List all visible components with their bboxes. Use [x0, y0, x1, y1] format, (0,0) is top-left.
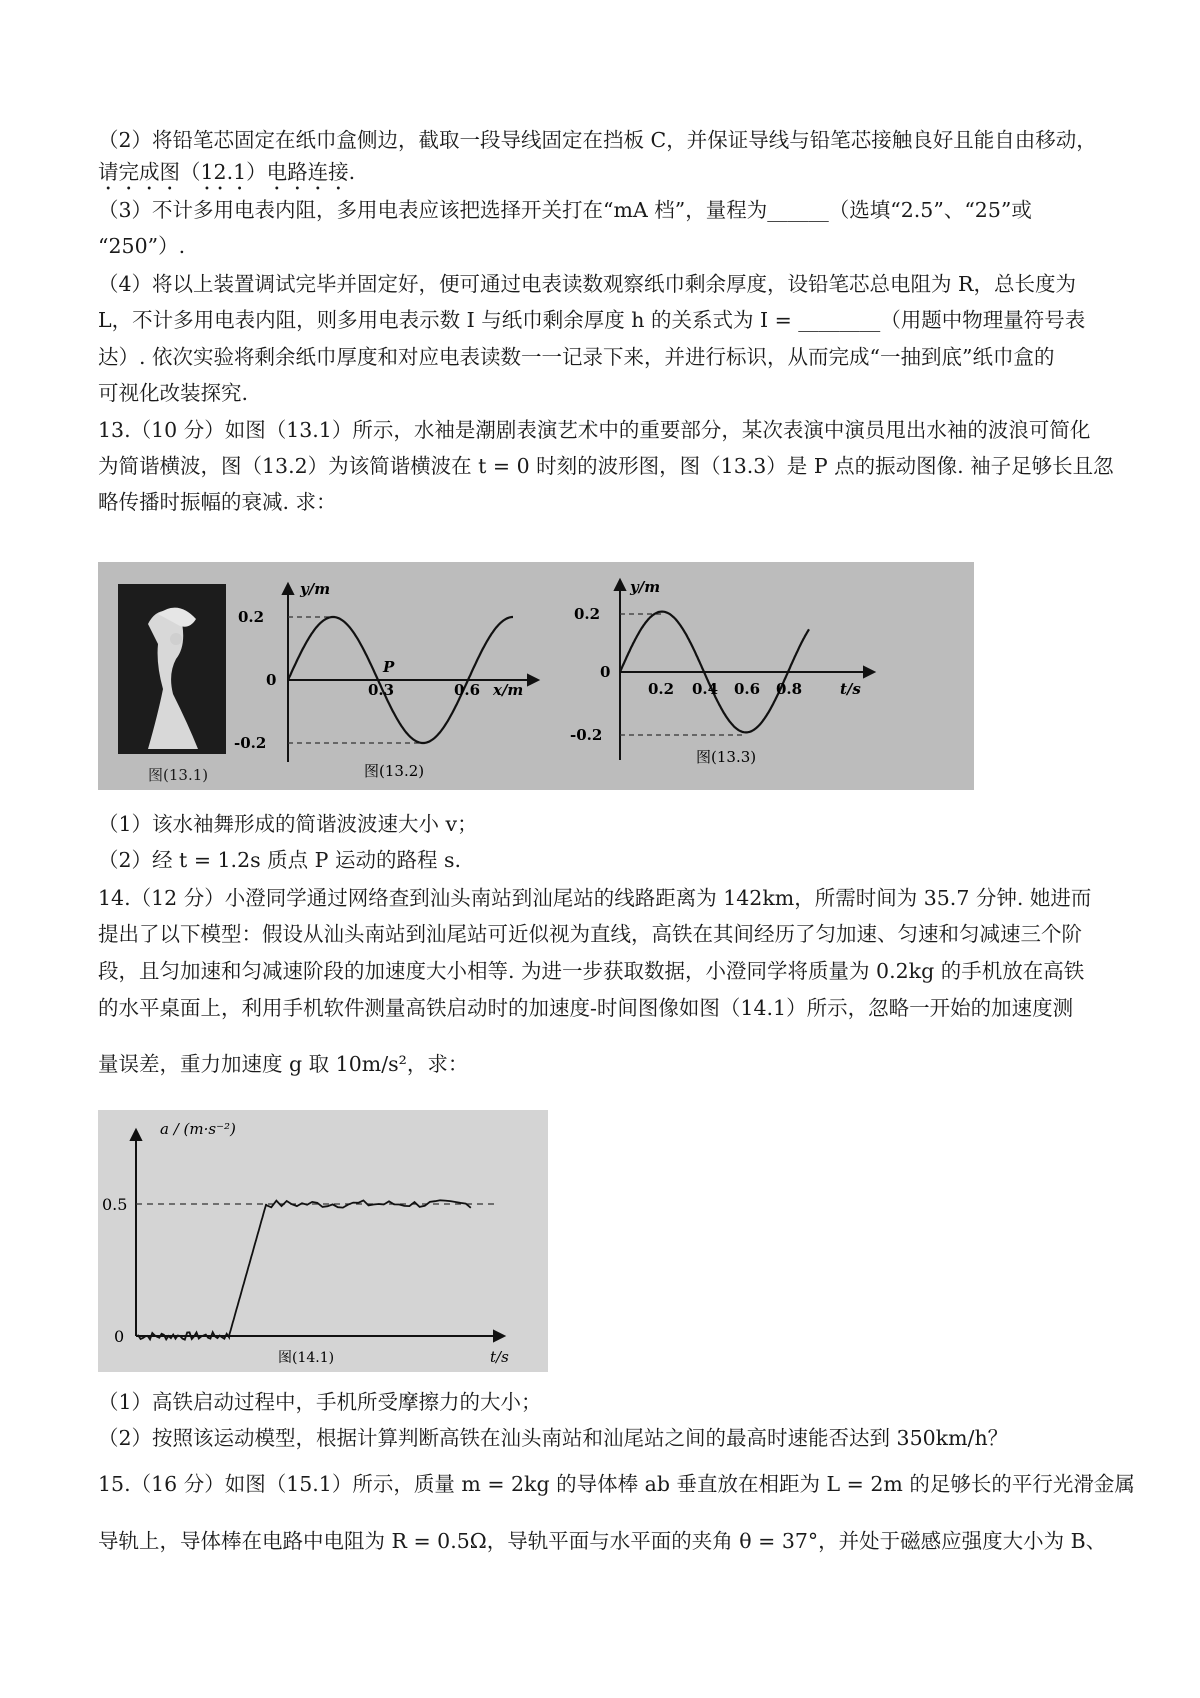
- q13-question-2: （2）经 t = 1.2s 质点 P 运动的路程 s.: [98, 848, 462, 872]
- q13-stem-line3: 略传播时振幅的衰减. 求：: [98, 490, 337, 514]
- t-axis-arrow: [494, 1331, 504, 1341]
- figure-13-2-wave-graph: [228, 562, 558, 790]
- y-axis-arrow: [615, 580, 625, 590]
- ytick-zero: 0: [600, 663, 611, 681]
- q13-question-1: （1）该水袖舞形成的简谐波波速大小 v；: [98, 812, 478, 836]
- figure-13-3-caption: 图(13.3): [696, 748, 757, 766]
- xtick-0-2: 0.2: [648, 680, 675, 698]
- x-label: x/m: [493, 681, 524, 699]
- q12-part3-line1: （3）不计多用电表内阻，多用电表应该把选择开关打在“mA 档”，量程为______（选填“2.5”、“25”或: [98, 198, 1032, 222]
- a-axis-arrow: [131, 1130, 141, 1140]
- figure-13-2-caption: 图(13.2): [364, 762, 425, 780]
- q14-stem-line4: 的水平桌面上，利用手机软件测量高铁启动时的加速度-时间图像如图（14.1）所示，忽略一开始的加速度测: [98, 996, 1074, 1020]
- figure-14-1-photo: [98, 1110, 548, 1372]
- q12-part4-line1: （4）将以上装置调试完毕并固定好，便可通过电表读数观察纸巾剩余厚度，设铅笔芯总电阻为 R，总长度为: [98, 272, 1076, 296]
- ytick-bottom: -0.2: [234, 734, 267, 752]
- q12-part4-line3: 达）. 依次实验将剩余纸巾厚度和对应电表读数一一记录下来，并进行标识，从而完成“一抽到底”纸巾盒的: [98, 345, 1055, 369]
- q12-part2-line1: （2）将铅笔芯固定在纸巾盒侧边，截取一段导线固定在挡板 C，并保证导线与铅笔芯接触良好且能自由移动，: [98, 128, 1097, 152]
- acceleration-curve: [136, 1200, 471, 1339]
- xtick-0-6: 0.6: [734, 680, 761, 698]
- figure-14-1-acceleration-graph: [98, 1110, 548, 1372]
- ytick-bottom: -0.2: [570, 726, 603, 744]
- q12-part4-line2: L，不计多用电表内阻，则多用电表示数 I 与纸巾剩余厚度 h 的关系式为 I = ________（用题中物理量符号表: [98, 308, 1086, 332]
- q14-question-1: （1）高铁启动过程中，手机所受摩擦力的大小；: [98, 1390, 542, 1414]
- q14-stem-line2: 提出了以下模型：假设从汕头南站到汕尾站可近似视为直线，高铁在其间经历了匀加速、匀速和匀减速三个阶: [98, 922, 1082, 946]
- q12-part2-line2: 请完成图（12.1）电路连接.: [98, 160, 356, 184]
- xtick-0-8: 0.8: [776, 680, 803, 698]
- y-axis-arrow: [283, 584, 293, 594]
- q13-stem-line2: 为简谐横波，图（13.2）为该简谐横波在 t = 0 时刻的波形图，图（13.3）是 P 点的振动图像. 袖子足够长且忽: [98, 454, 1114, 478]
- y-label: y/m: [630, 578, 661, 596]
- q14-stem-line1: 14.（12 分）小澄同学通过网络查到汕头南站到汕尾站的线路距离为 142km，所需时间为 35.7 分钟. 她进而: [98, 886, 1092, 910]
- ytick-zero: 0: [266, 671, 277, 689]
- q15-stem-line1: 15.（16 分）如图（15.1）所示，质量 m = 2kg 的导体棒 ab 垂直放在相距为 L = 2m 的足够长的平行光滑金属: [98, 1472, 1135, 1496]
- q13-stem-line1: 13.（10 分）如图（13.1）所示，水袖是潮剧表演艺术中的重要部分，某次表演中演员甩出水袖的波浪可简化: [98, 418, 1091, 442]
- y-label: y/m: [300, 580, 331, 598]
- x-label: t/s: [840, 680, 861, 698]
- q14-stem-line3: 段，且匀加速和匀减速阶段的加速度大小相等. 为进一步获取数据，小澄同学将质量为 0.2kg 的手机放在高铁: [98, 959, 1085, 983]
- a-label: a / (m·s⁻²): [160, 1120, 236, 1138]
- q14-stem-line5: 量误差，重力加速度 g 取 10m/s²，求：: [98, 1052, 469, 1076]
- xtick-0-4: 0.4: [692, 680, 719, 698]
- figure-14-1-caption: 图(14.1): [278, 1350, 335, 1366]
- xtick-0-3: 0.3: [368, 681, 395, 699]
- point-p-label: P: [383, 658, 395, 676]
- x-axis-arrow: [864, 667, 874, 677]
- atick-0-5: 0.5: [102, 1195, 128, 1214]
- ytick-top: 0.2: [574, 605, 601, 623]
- q15-stem-line2: 导轨上，导体棒在电路中电阻为 R = 0.5Ω，导轨平面与水平面的夹角 θ = 37°，并处于磁感应强度大小为 B、: [98, 1529, 1107, 1553]
- q12-part4-line4: 可视化改装探究.: [98, 381, 249, 405]
- x-axis-arrow: [528, 675, 538, 685]
- figure-13-3-vibration-graph: [568, 562, 898, 790]
- atick-0: 0: [114, 1327, 125, 1346]
- xtick-0-6: 0.6: [454, 681, 481, 699]
- figure-13-1-caption: 图(13.1): [148, 766, 209, 784]
- ytick-top: 0.2: [238, 608, 265, 626]
- q12-part3-line2: “250”）.: [98, 234, 186, 258]
- q14-question-2: （2）按照该运动模型，根据计算判断高铁在汕头南站和汕尾站之间的最高时速能否达到 350km/h？: [98, 1426, 1009, 1450]
- t-label: t/s: [490, 1348, 509, 1366]
- figure-13-1-dancer-image: [118, 584, 226, 754]
- figure-13-photo: [98, 562, 974, 790]
